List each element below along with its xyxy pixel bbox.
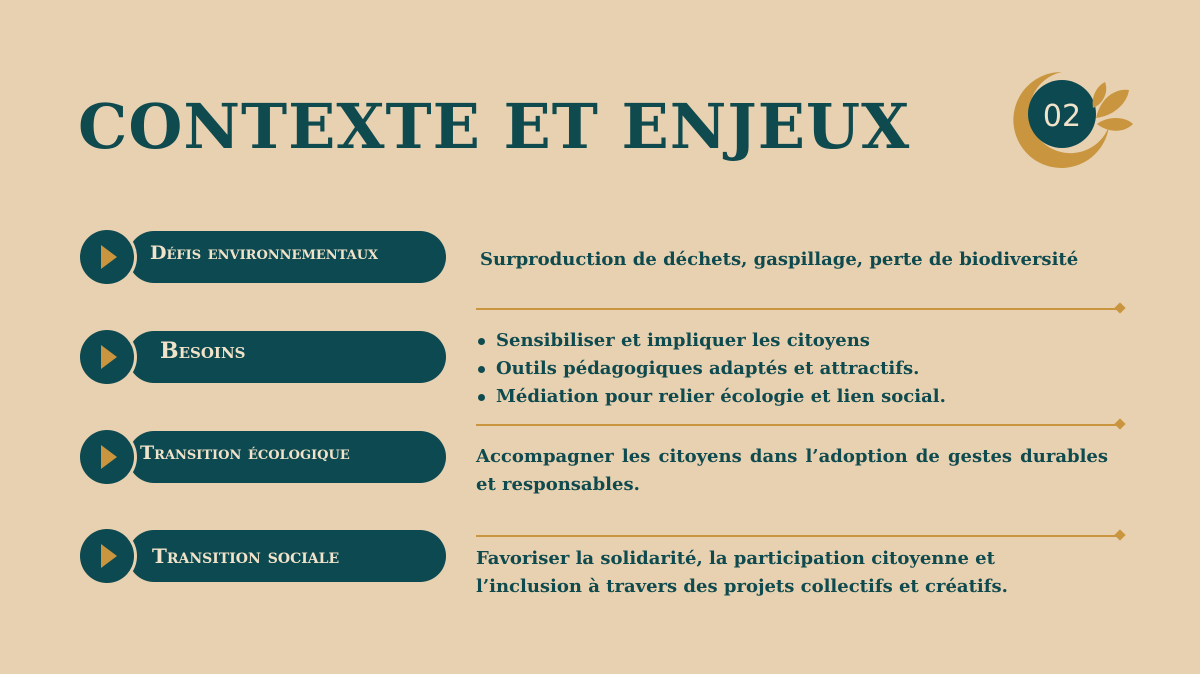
row-description-defis: Surproduction de déchets, gaspillage, perte de biodiversité — [480, 249, 1079, 270]
row-divider — [476, 424, 1121, 426]
row-divider — [476, 308, 1121, 310]
row-description-transition-ecologique: Accompagner les citoyens dans l’adoption de gestes durables et responsables. — [476, 446, 1108, 495]
row-marker-besoins — [80, 330, 134, 384]
play-arrow-icon — [101, 245, 117, 269]
section-badge — [1005, 66, 1140, 170]
row-label-transition-ecologique: Transition écologique — [140, 442, 350, 464]
row-marker-defis — [80, 230, 134, 284]
bullet-item: Outils pédagogiques adaptés et attractifs. — [476, 355, 1108, 383]
row-label-transition-sociale: Transition sociale — [152, 544, 340, 568]
badge-number: 02 — [1042, 99, 1082, 134]
row-description-transition-sociale: Favoriser la solidarité, la participation citoyenne et l’inclusion à travers des projets collectifs et créatifs. — [476, 548, 1008, 597]
play-arrow-icon — [101, 345, 117, 369]
row-divider — [476, 535, 1121, 537]
row-label-besoins: Besoins — [160, 338, 246, 364]
leaf-icon — [1093, 82, 1133, 131]
row-bullets-besoins — [476, 327, 1108, 411]
bullet-item: Médiation pour relier écologie et lien social. — [476, 383, 1108, 411]
play-arrow-icon — [101, 445, 117, 469]
page-title: CONTEXTE ET ENJEUX — [78, 90, 911, 163]
row-marker-transition-ecologique — [80, 430, 134, 484]
play-arrow-icon — [101, 544, 117, 568]
row-marker-transition-sociale — [80, 529, 134, 583]
bullet-item: Sensibiliser et impliquer les citoyens — [476, 327, 1108, 355]
row-label-defis: Défis environnementaux — [150, 242, 379, 264]
